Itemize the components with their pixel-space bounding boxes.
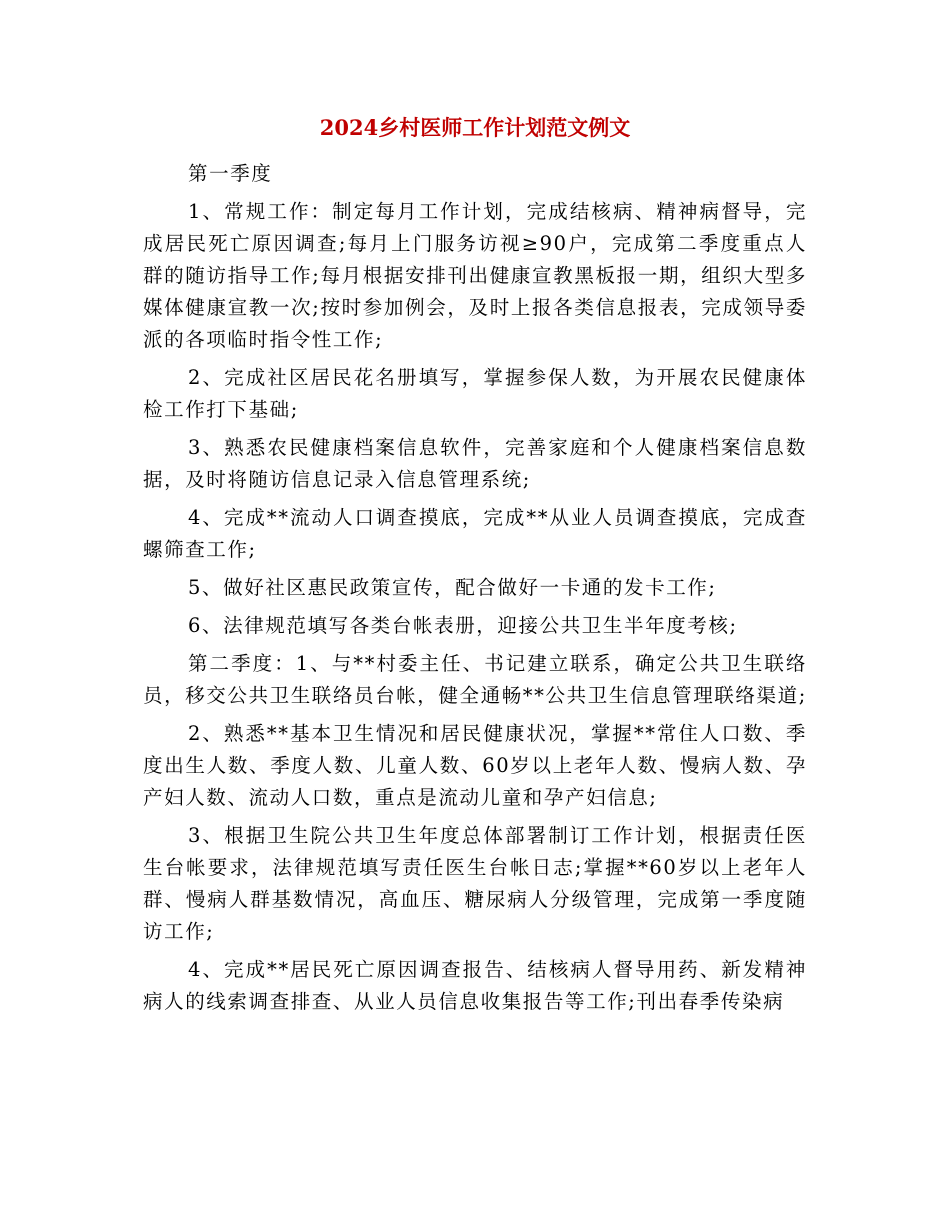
paragraph: 4、完成**居民死亡原因调查报告、结核病人督导用药、新发精神病人的线索调查排查、从业人员信息收集报告等工作;刊出春季传染病 [143,958,807,1013]
paragraph: 3、根据卫生院公共卫生年度总体部署制订工作计划，根据责任医生台帐要求，法律规范填写责任医生台帐日志;掌握**60岁以上老年人群、慢病人群基数情况，高血压、糖尿病人分级管理，完成第一季度随访工作; [143,824,807,943]
document-body [143,158,807,1024]
paragraph: 5、做好社区惠民政策宣传，配合做好一卡通的发卡工作; [188,576,717,599]
paragraph: 第一季度 [188,162,273,185]
paragraph: 4、完成**流动人口调查摸底，完成**从业人员调查摸底，完成查螺筛查工作; [143,506,807,561]
paragraph: 2、完成社区居民花名册填写，掌握参保人数，为开展农民健康体检工作打下基础; [143,366,807,421]
paragraph: 6、法律规范填写各类台帐表册，迎接公共卫生半年度考核; [188,614,738,637]
paragraph: 2、熟悉**基本卫生情况和居民健康状况，掌握**常住人口数、季度出生人数、季度人数、儿童人数、60岁以上老年人数、慢病人数、孕产妇人数、流动人口数，重点是流动儿童和孕产妇信息; [143,722,807,809]
paragraph: 1、常规工作：制定每月工作计划，完成结核病、精神病督导，完成居民死亡原因调查;每月上门服务访视≥90户，完成第二季度重点人群的随访指导工作;每月根据安排刊出健康宣教黑板报一期，组织大型多媒体健康宣教一次;按时参加例会，及时上报各类信息报表，完成领导委派的各项临时指令性工作; [143,200,807,351]
paragraph: 3、熟悉农民健康档案信息软件，完善家庭和个人健康档案信息数据，及时将随访信息记录入信息管理系统; [143,436,807,491]
paragraph: 第二季度：1、与**村委主任、书记建立联系，确定公共卫生联络员，移交公共卫生联络员台帐，健全通畅**公共卫生信息管理联络渠道; [143,652,807,707]
document-title: 2024乡村医师工作计划范文例文 [319,115,631,140]
